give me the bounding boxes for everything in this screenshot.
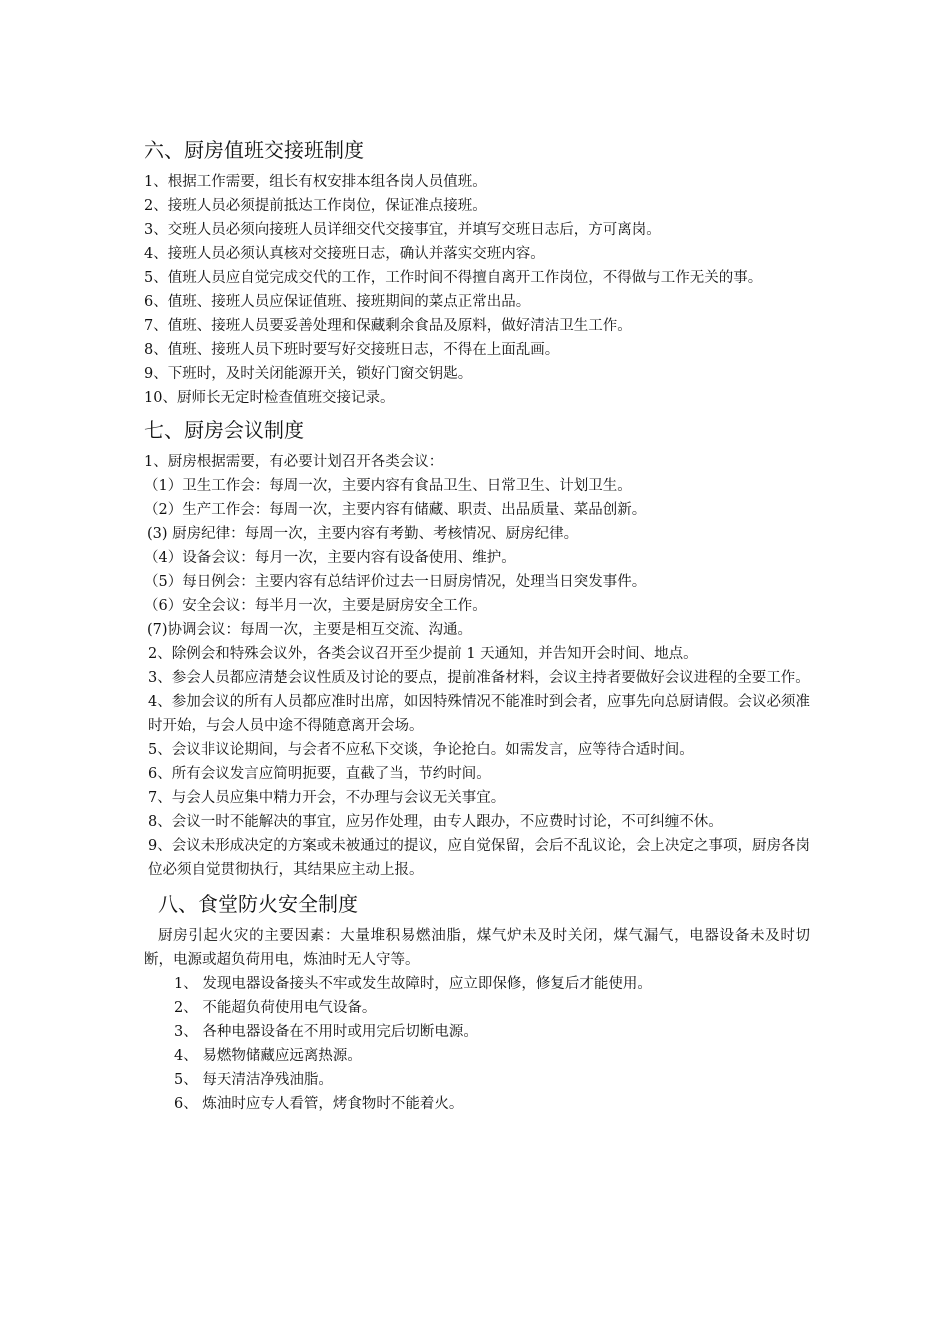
fire-safety-item: 2、 不能超负荷使用电气设备。 <box>174 1000 377 1016</box>
meeting-item: 3、参会人员都应清楚会议性质及讨论的要点，提前准备材料，会议主持者要做好会议进程的全要工作。 <box>148 670 810 686</box>
fire-safety-item: 3、 各种电器设备在不用时或用完后切断电源。 <box>174 1024 478 1040</box>
fire-safety-intro: 厨房引起火灾的主要因素：大量堆积易燃油脂，煤气炉未及时关闭，煤气漏气，电器设备未及时切断，电源或超负荷用电，炼油时无人守等。 <box>144 928 810 968</box>
handover-item: 5、值班人员应自觉完成交代的工作，工作时间不得擅自离开工作岗位，不得做与工作无关的事。 <box>144 270 763 286</box>
fire-safety-item: 5、 每天清洁净残油脂。 <box>174 1072 333 1088</box>
meeting-item: 9、会议未形成决定的方案或未被通过的提议，应自觉保留，会后不乱议论，会上决定之事项，厨房各岗位必须自觉贯彻执行，其结果应主动上报。 <box>148 838 810 878</box>
handover-item: 7、值班、接班人员要妥善处理和保藏剩余食品及原料，做好清洁卫生工作。 <box>144 318 632 334</box>
meeting-subitem: (7)协调会议：每周一次，主要是相互交流、沟通。 <box>147 622 473 638</box>
meeting-subitem: （2）生产工作会：每周一次，主要内容有储藏、职责、出品质量、菜品创新。 <box>144 502 647 518</box>
handover-item: 1、根据工作需要，组长有权安排本组各岗人员值班。 <box>144 174 487 190</box>
meeting-item: 2、除例会和特殊会议外，各类会议召开至少提前 1 天通知，并告知开会时间、地点。 <box>148 646 698 662</box>
meeting-item: 6、所有会议发言应简明扼要，直截了当，节约时间。 <box>148 766 491 782</box>
meeting-item: 8、会议一时不能解决的事宜，应另作处理，由专人跟办，不应费时讨论，不可纠缠不休。 <box>148 814 723 830</box>
fire-safety-item: 6、 炼油时应专人看管，烤食物时不能着火。 <box>174 1096 464 1112</box>
handover-item: 4、接班人员必须认真核对交接班日志，确认并落实交班内容。 <box>144 246 545 262</box>
meeting-item: 1、厨房根据需要，有必要计划召开各类会议： <box>144 454 444 470</box>
handover-item: 9、下班时，及时关闭能源开关，锁好门窗交钥匙。 <box>144 366 473 382</box>
handover-item: 6、值班、接班人员应保证值班、接班期间的菜点正常出品。 <box>144 294 531 310</box>
meeting-subitem: （4）设备会议：每月一次，主要内容有设备使用、维护。 <box>144 550 516 566</box>
meeting-subitem: （6）安全会议：每半月一次，主要是厨房安全工作。 <box>144 598 487 614</box>
section-title-handover: 六、厨房值班交接班制度 <box>144 138 364 162</box>
meeting-item: 7、与会人员应集中精力开会，不办理与会议无关事宜。 <box>148 790 506 806</box>
meeting-subitem: (3) 厨房纪律：每周一次，主要内容有考勤、考核情况、厨房纪律。 <box>147 526 579 542</box>
fire-safety-item: 4、 易燃物储藏应远离热源。 <box>174 1048 362 1064</box>
meeting-subitem: （1）卫生工作会：每周一次，主要内容有食品卫生、日常卫生、计划卫生。 <box>144 478 632 494</box>
handover-item: 10、厨师长无定时检查值班交接记录。 <box>144 390 395 406</box>
document-page <box>144 132 810 1116</box>
handover-item: 8、值班、接班人员下班时要写好交接班日志，不得在上面乱画。 <box>144 342 560 358</box>
handover-item: 2、接班人员必须提前抵达工作岗位，保证准点接班。 <box>144 198 487 214</box>
meeting-item: 5、会议非议论期间，与会者不应私下交谈，争论抢白。如需发言，应等待合适时间。 <box>148 742 694 758</box>
handover-item: 3、交班人员必须向接班人员详细交代交接事宜，并填写交班日志后，方可离岗。 <box>144 222 661 238</box>
meeting-subitem: （5）每日例会：主要内容有总结评价过去一日厨房情况，处理当日突发事件。 <box>144 574 647 590</box>
fire-safety-item: 1、 发现电器设备接头不牢或发生故障时，应立即保修，修复后才能使用。 <box>174 976 652 992</box>
meeting-item: 4、参加会议的所有人员都应准时出席，如因特殊情况不能准时到会者，应事先向总厨请假。会议必须准时开始，与会人员中途不得随意离开会场。 <box>148 694 810 734</box>
section-title-meeting: 七、厨房会议制度 <box>144 418 304 442</box>
section-title-fire-safety: 八、食堂防火安全制度 <box>158 892 358 916</box>
